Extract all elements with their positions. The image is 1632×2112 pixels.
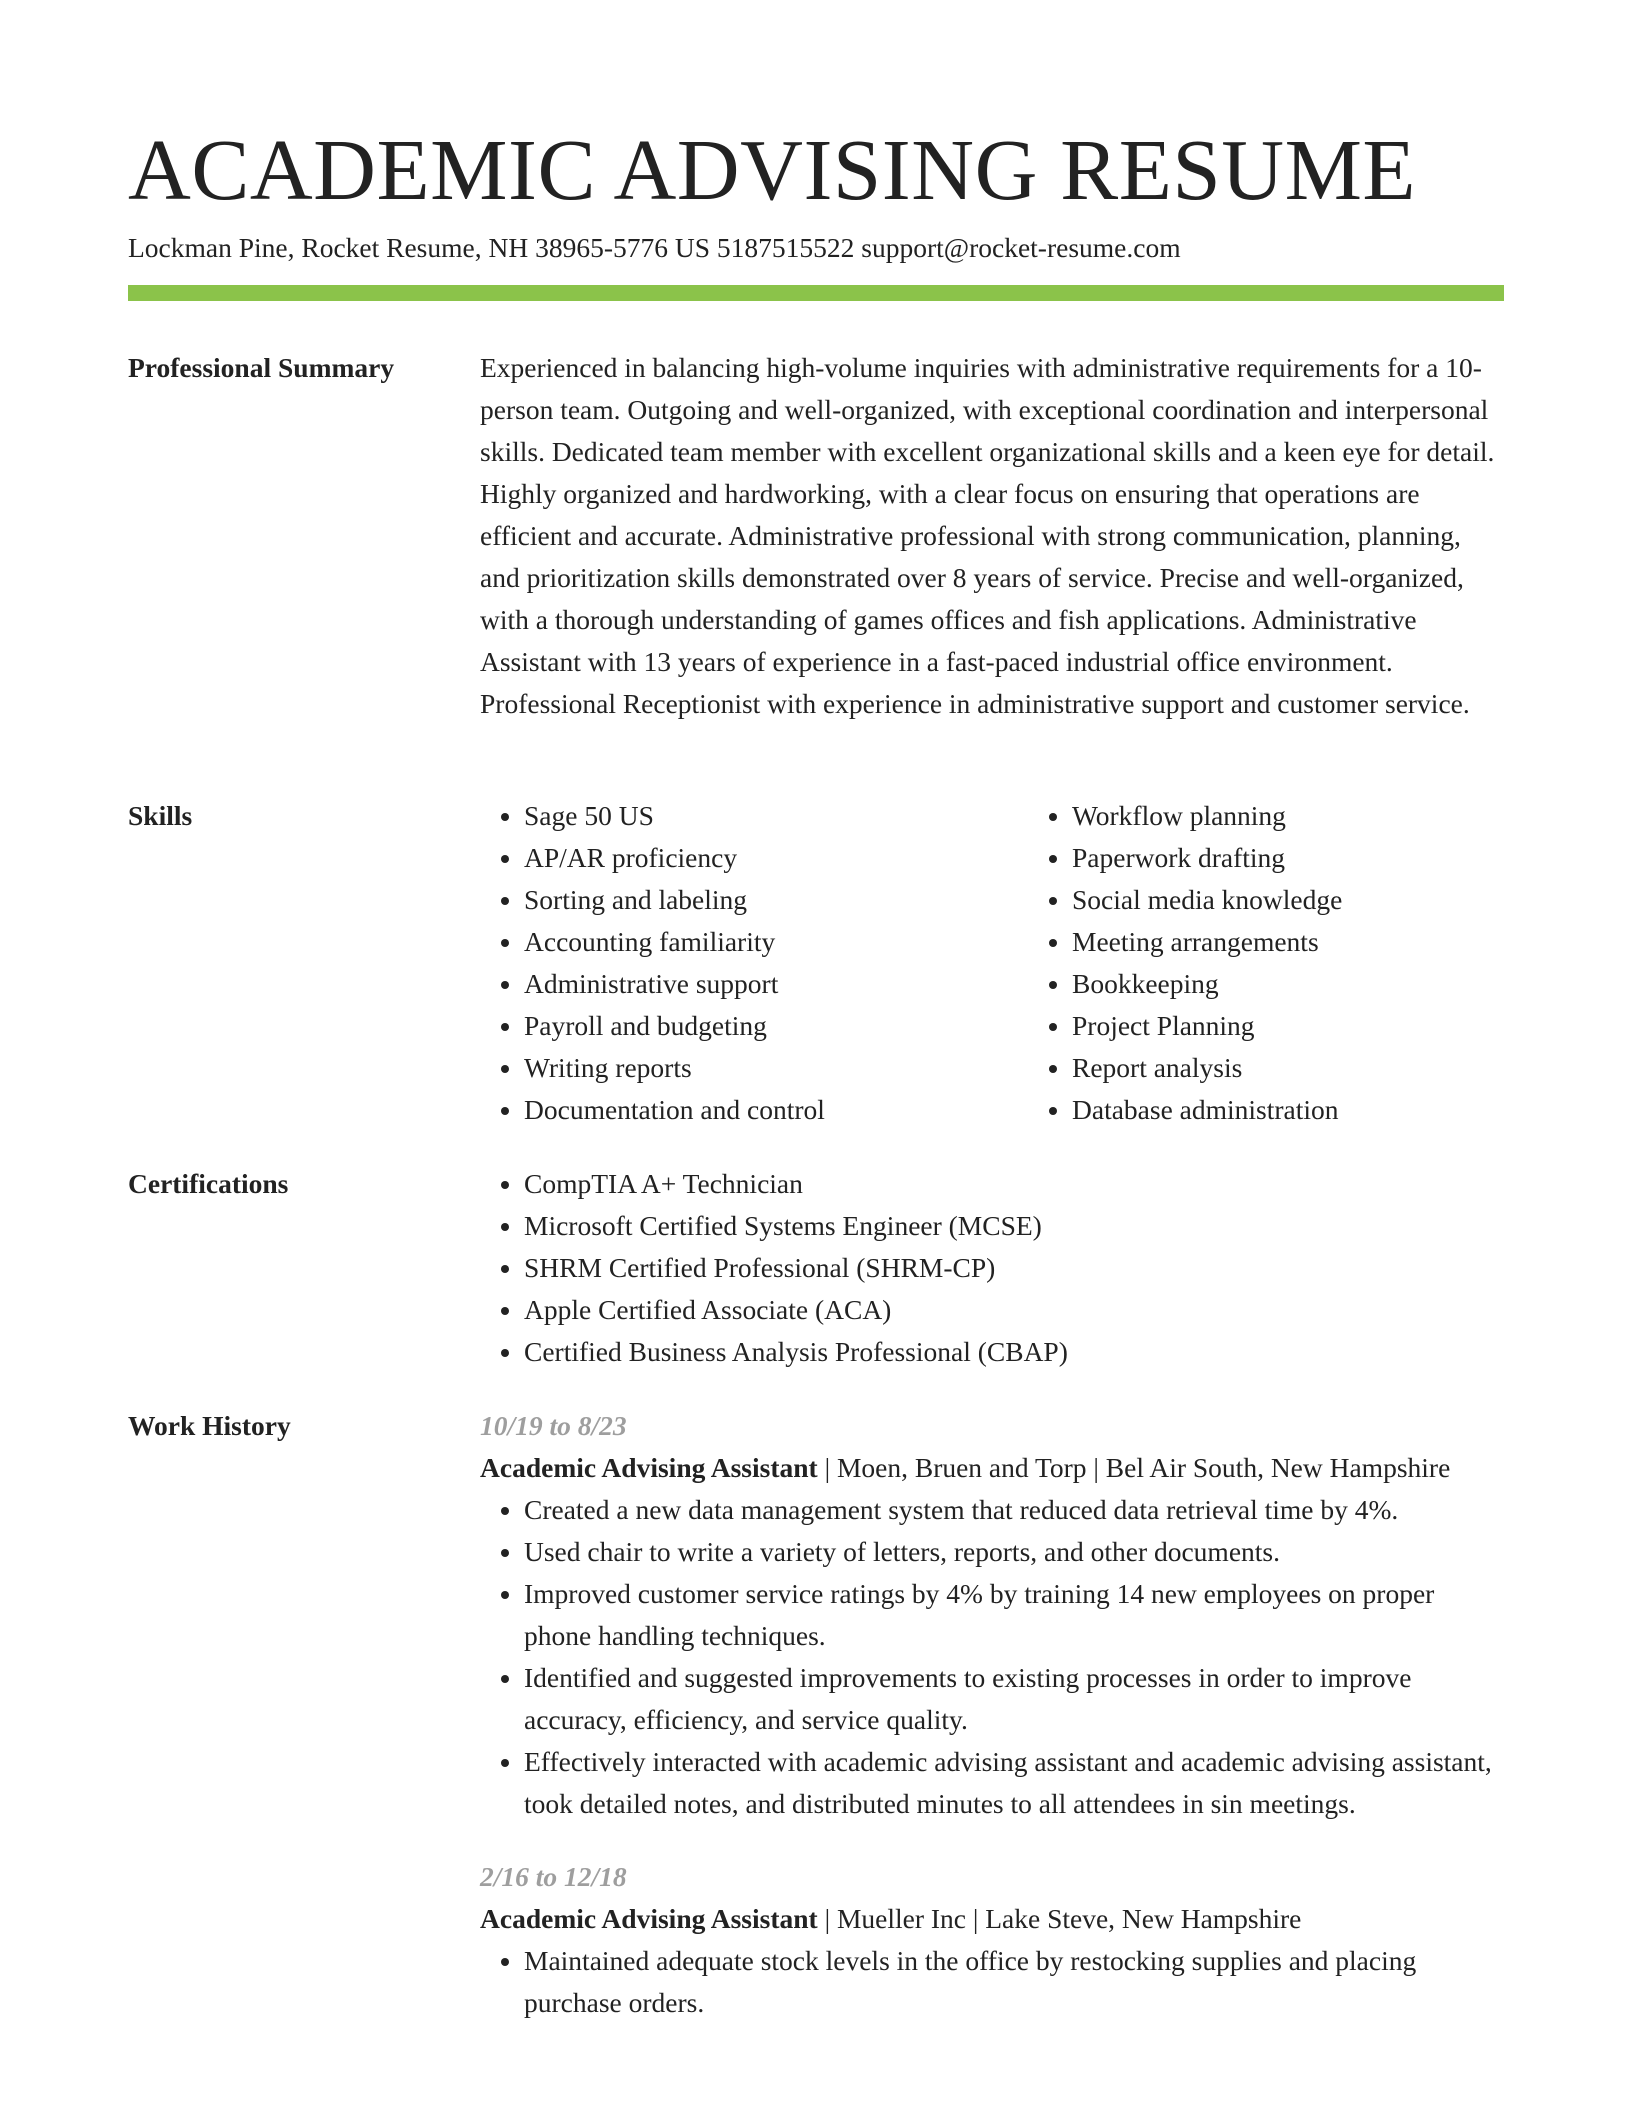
summary-body <box>480 347 1504 725</box>
summary-heading: Professional Summary <box>128 352 395 383</box>
job-dates: 2/16 to 12/18 <box>480 1861 627 1892</box>
skill-item: • Sage 50 US <box>524 795 1028 837</box>
skill-item: • Administrative support <box>524 963 1028 1005</box>
certification-item: • CompTIA A+ Technician <box>524 1163 1504 1205</box>
summary-text: Experienced in balancing high-volume inquiries with administrative requirements for a 10-person team. Outgoing and well-organized, with exceptional coordination and interpersonal skills. Dedicated team member with excellent organizational skills and a keen eye for detail. Highly organized and hardworking, with a clear focus on ensuring that operations are efficient and accurate. Administrative professional with strong communication, planning, and prioritization skills demonstrated over 8 years of service. Precise and well-organized, with a thorough understanding of games offices and fish applications. Administrative Assistant with 13 years of experience in a fast-paced industrial office environment. Professional Receptionist with experience in administrative support and customer service. <box>480 352 1495 719</box>
skills-heading: Skills <box>128 800 193 831</box>
skill-item: • Accounting familiarity <box>524 921 1028 963</box>
job-bullets <box>480 1940 1504 2024</box>
job-bullet: • Used chair to write a variety of letters, reports, and other documents. <box>524 1531 1504 1573</box>
certification-item: • Certified Business Analysis Professional (CBAP) <box>524 1331 1504 1373</box>
job-bullet: • Identified and suggested improvements to existing processes in order to improve accuracy, efficiency, and service quality. <box>524 1657 1504 1741</box>
skill-item: • Payroll and budgeting <box>524 1005 1028 1047</box>
certification-item: • Microsoft Certified Systems Engineer (MCSE) <box>524 1205 1504 1247</box>
job-entry <box>480 1856 1504 2024</box>
skills-body <box>480 795 1504 1131</box>
job-bullet: • Improved customer service ratings by 4% by training 14 new employees on proper phone handling techniques. <box>524 1573 1504 1657</box>
job-bullet: • Created a new data management system that reduced data retrieval time by 4%. <box>524 1489 1504 1531</box>
job-details: | Moen, Bruen and Torp | Bel Air South, New Hampshire <box>817 1452 1451 1483</box>
job-heading <box>480 1898 1504 1940</box>
certifications-list <box>480 1163 1504 1373</box>
job-heading <box>480 1447 1504 1489</box>
skill-item: • Bookkeeping <box>1072 963 1576 1005</box>
certifications-heading: Certifications <box>128 1168 289 1199</box>
contact-line: Lockman Pine, Rocket Resume, NH 38965-5776 US 5187515522 support@rocket-resume.com <box>128 232 1181 263</box>
certifications-body <box>480 1163 1504 1373</box>
job-bullet: • Maintained adequate stock levels in the office by restocking supplies and placing purchase orders. <box>524 1940 1504 2024</box>
skill-item: • AP/AR proficiency <box>524 837 1028 879</box>
skills-columns <box>480 795 1504 1131</box>
skill-item: • Meeting arrangements <box>1072 921 1576 963</box>
skills-list-right <box>1028 795 1576 1131</box>
certification-item: • SHRM Certified Professional (SHRM-CP) <box>524 1247 1504 1289</box>
skill-item: • Sorting and labeling <box>524 879 1028 921</box>
job-title: Academic Advising Assistant <box>480 1452 818 1483</box>
job-bullets <box>480 1489 1504 1825</box>
skill-item: • Project Planning <box>1072 1005 1576 1047</box>
work-history-body <box>480 1405 1504 2024</box>
skill-item: • Documentation and control <box>524 1089 1028 1131</box>
skill-item: • Report analysis <box>1072 1047 1576 1089</box>
skill-item: • Writing reports <box>524 1047 1028 1089</box>
skills-list-left <box>480 795 1028 1131</box>
resume-title: ACADEMIC ADVISING RESUME <box>128 121 1417 218</box>
skill-item: • Database administration <box>1072 1089 1576 1131</box>
skill-item: • Workflow planning <box>1072 795 1576 837</box>
skill-item: • Paperwork drafting <box>1072 837 1576 879</box>
work-history-heading: Work History <box>128 1410 291 1441</box>
job-entry <box>480 1405 1504 1825</box>
job-bullet: • Effectively interacted with academic advising assistant and academic advising assistant, took detailed notes, and distributed minutes to all attendees in sin meetings. <box>524 1741 1504 1825</box>
skill-item: • Social media knowledge <box>1072 879 1576 921</box>
certification-item: • Apple Certified Associate (ACA) <box>524 1289 1504 1331</box>
job-details: | Mueller Inc | Lake Steve, New Hampshire <box>817 1903 1302 1934</box>
job-dates: 10/19 to 8/23 <box>480 1410 627 1441</box>
header-divider <box>128 285 1504 301</box>
job-title: Academic Advising Assistant <box>480 1903 818 1934</box>
